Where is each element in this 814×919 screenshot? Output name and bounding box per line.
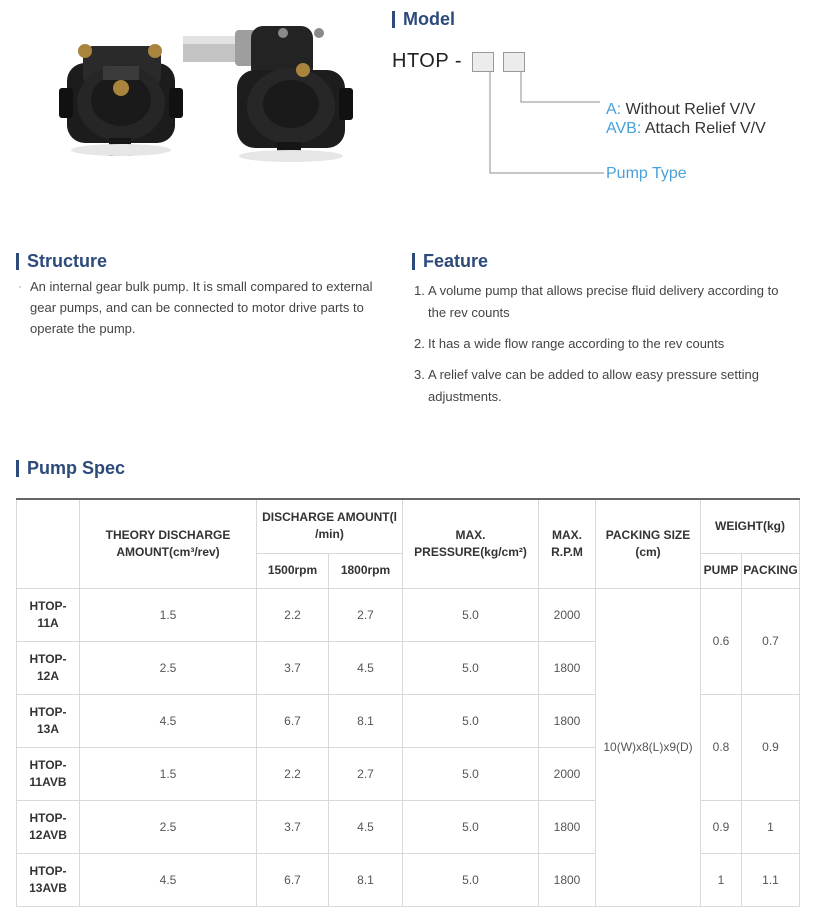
option-a-key: A: <box>606 101 622 118</box>
rpm-cell: 2000 <box>539 747 596 800</box>
discharge-1800-cell: 4.5 <box>329 800 403 853</box>
weight-packing-cell: 1.1 <box>742 853 800 906</box>
discharge-1500-cell: 2.2 <box>257 588 329 641</box>
header-model <box>17 499 80 588</box>
feature-text: It has a wide flow range according to the rev counts <box>428 336 725 351</box>
option-avb-text: Attach Relief V/V <box>644 120 766 137</box>
feature-number: 3. <box>414 367 425 382</box>
packing-size-cell: 10(W)x8(L)x9(D) <box>596 588 701 906</box>
model-name-prefix: HTOP- <box>29 810 67 825</box>
structure-text: An internal gear bulk pump. It is small compared to external gear pumps, and can be connected to motor drive parts to operate the pump. <box>30 279 373 336</box>
model-name-prefix: HTOP- <box>29 651 67 666</box>
model-cell <box>17 800 80 853</box>
option-legend <box>606 100 766 138</box>
theory-cell: 4.5 <box>80 694 257 747</box>
header-theory: THEORY DISCHARGE AMOUNT(cm³/rev) <box>80 499 257 588</box>
discharge-1500-cell: 2.2 <box>257 747 329 800</box>
model-name-prefix: HTOP- <box>29 757 67 772</box>
theory-cell: 4.5 <box>80 853 257 906</box>
header-max-rpm: MAX. R.P.M <box>539 499 596 588</box>
title-bar-marker <box>16 460 19 477</box>
spec-title-text: Pump Spec <box>27 458 126 478</box>
header-1500rpm: 1500rpm <box>257 553 329 588</box>
model-name-suffix: 11AVB <box>29 774 67 789</box>
feature-item <box>414 333 789 355</box>
table-row <box>17 588 800 641</box>
pressure-cell: 5.0 <box>403 694 539 747</box>
title-bar-marker <box>16 253 19 270</box>
bullet-icon: · <box>18 279 22 293</box>
option-avb-key: AVB: <box>606 120 642 137</box>
pressure-cell: 5.0 <box>403 641 539 694</box>
weight-pump-cell: 0.6 <box>701 588 742 694</box>
structure-description <box>18 276 390 339</box>
pump-type-label: Pump Type <box>606 165 687 182</box>
option-avb-line <box>606 119 766 138</box>
theory-cell: 2.5 <box>80 641 257 694</box>
discharge-1800-cell: 4.5 <box>329 641 403 694</box>
structure-title-text: Structure <box>27 251 108 271</box>
pressure-cell: 5.0 <box>403 800 539 853</box>
feature-list <box>414 280 789 417</box>
feature-text: A volume pump that allows precise fluid delivery according to the rev counts <box>428 283 779 320</box>
structure-section-title <box>16 251 107 272</box>
discharge-1500-cell: 3.7 <box>257 641 329 694</box>
model-cell <box>17 641 80 694</box>
header-weight-packing: PACKING <box>742 553 800 588</box>
model-cell <box>17 694 80 747</box>
model-name-suffix: 13AVB <box>29 880 67 895</box>
feature-text: A relief valve can be added to allow easy pressure setting adjustments. <box>428 367 759 404</box>
model-name-suffix: 11A <box>37 615 59 630</box>
weight-packing-cell: 0.7 <box>742 588 800 694</box>
header-pressure: MAX. PRESSURE(kg/cm²) <box>403 499 539 588</box>
table-header-row <box>17 499 800 553</box>
discharge-1800-cell: 8.1 <box>329 694 403 747</box>
pump-image-right <box>183 26 353 162</box>
weight-pump-cell: 1 <box>701 853 742 906</box>
rpm-cell: 1800 <box>539 694 596 747</box>
model-name-suffix: 12A <box>36 668 59 683</box>
rpm-cell: 2000 <box>539 588 596 641</box>
feature-item <box>414 364 789 408</box>
pump-product-photo <box>55 8 355 173</box>
model-name-suffix: 13A <box>36 721 59 736</box>
header-weight: WEIGHT(kg) <box>701 499 800 553</box>
theory-cell: 1.5 <box>80 588 257 641</box>
model-cell <box>17 747 80 800</box>
model-name-prefix: HTOP- <box>29 863 67 878</box>
option-a-line <box>606 100 766 119</box>
discharge-1800-cell: 2.7 <box>329 747 403 800</box>
discharge-1500-cell: 6.7 <box>257 853 329 906</box>
discharge-1500-cell: 6.7 <box>257 694 329 747</box>
discharge-1800-cell: 2.7 <box>329 588 403 641</box>
feature-section-title <box>412 251 488 272</box>
model-name-prefix: HTOP- <box>29 704 67 719</box>
header-packing-size: PACKING SIZE (cm) <box>596 499 701 588</box>
theory-cell: 1.5 <box>80 747 257 800</box>
pump-spec-table <box>16 498 800 907</box>
weight-pump-cell: 0.9 <box>701 800 742 853</box>
rpm-cell: 1800 <box>539 800 596 853</box>
pressure-cell: 5.0 <box>403 588 539 641</box>
pressure-cell: 5.0 <box>403 853 539 906</box>
pressure-cell: 5.0 <box>403 747 539 800</box>
weight-pump-cell: 0.8 <box>701 694 742 800</box>
header-weight-pump: PUMP <box>701 553 742 588</box>
model-cell <box>17 588 80 641</box>
rpm-cell: 1800 <box>539 641 596 694</box>
model-code-prefix: HTOP - <box>392 50 463 72</box>
model-name-suffix: 12AVB <box>29 827 67 842</box>
feature-number: 1. <box>414 283 425 298</box>
title-bar-marker <box>392 11 395 28</box>
model-section-title <box>392 9 455 30</box>
feature-item <box>414 280 789 324</box>
spec-section-title <box>16 458 125 479</box>
weight-packing-cell: 1 <box>742 800 800 853</box>
feature-number: 2. <box>414 336 425 351</box>
feature-title-text: Feature <box>423 251 489 271</box>
option-a-text: Without Relief V/V <box>625 101 756 118</box>
model-cell <box>17 853 80 906</box>
model-name-prefix: HTOP- <box>29 598 67 613</box>
model-title-text: Model <box>403 9 455 29</box>
discharge-1800-cell: 8.1 <box>329 853 403 906</box>
theory-cell: 2.5 <box>80 800 257 853</box>
header-1800rpm: 1800rpm <box>329 553 403 588</box>
pump-type-box <box>472 52 494 72</box>
relief-option-box <box>503 52 525 72</box>
weight-packing-cell: 0.9 <box>742 694 800 800</box>
pump-image-left <box>59 44 183 156</box>
header-discharge: DISCHARGE AMOUNT(l /min) <box>257 499 403 553</box>
title-bar-marker <box>412 253 415 270</box>
discharge-1500-cell: 3.7 <box>257 800 329 853</box>
rpm-cell: 1800 <box>539 853 596 906</box>
